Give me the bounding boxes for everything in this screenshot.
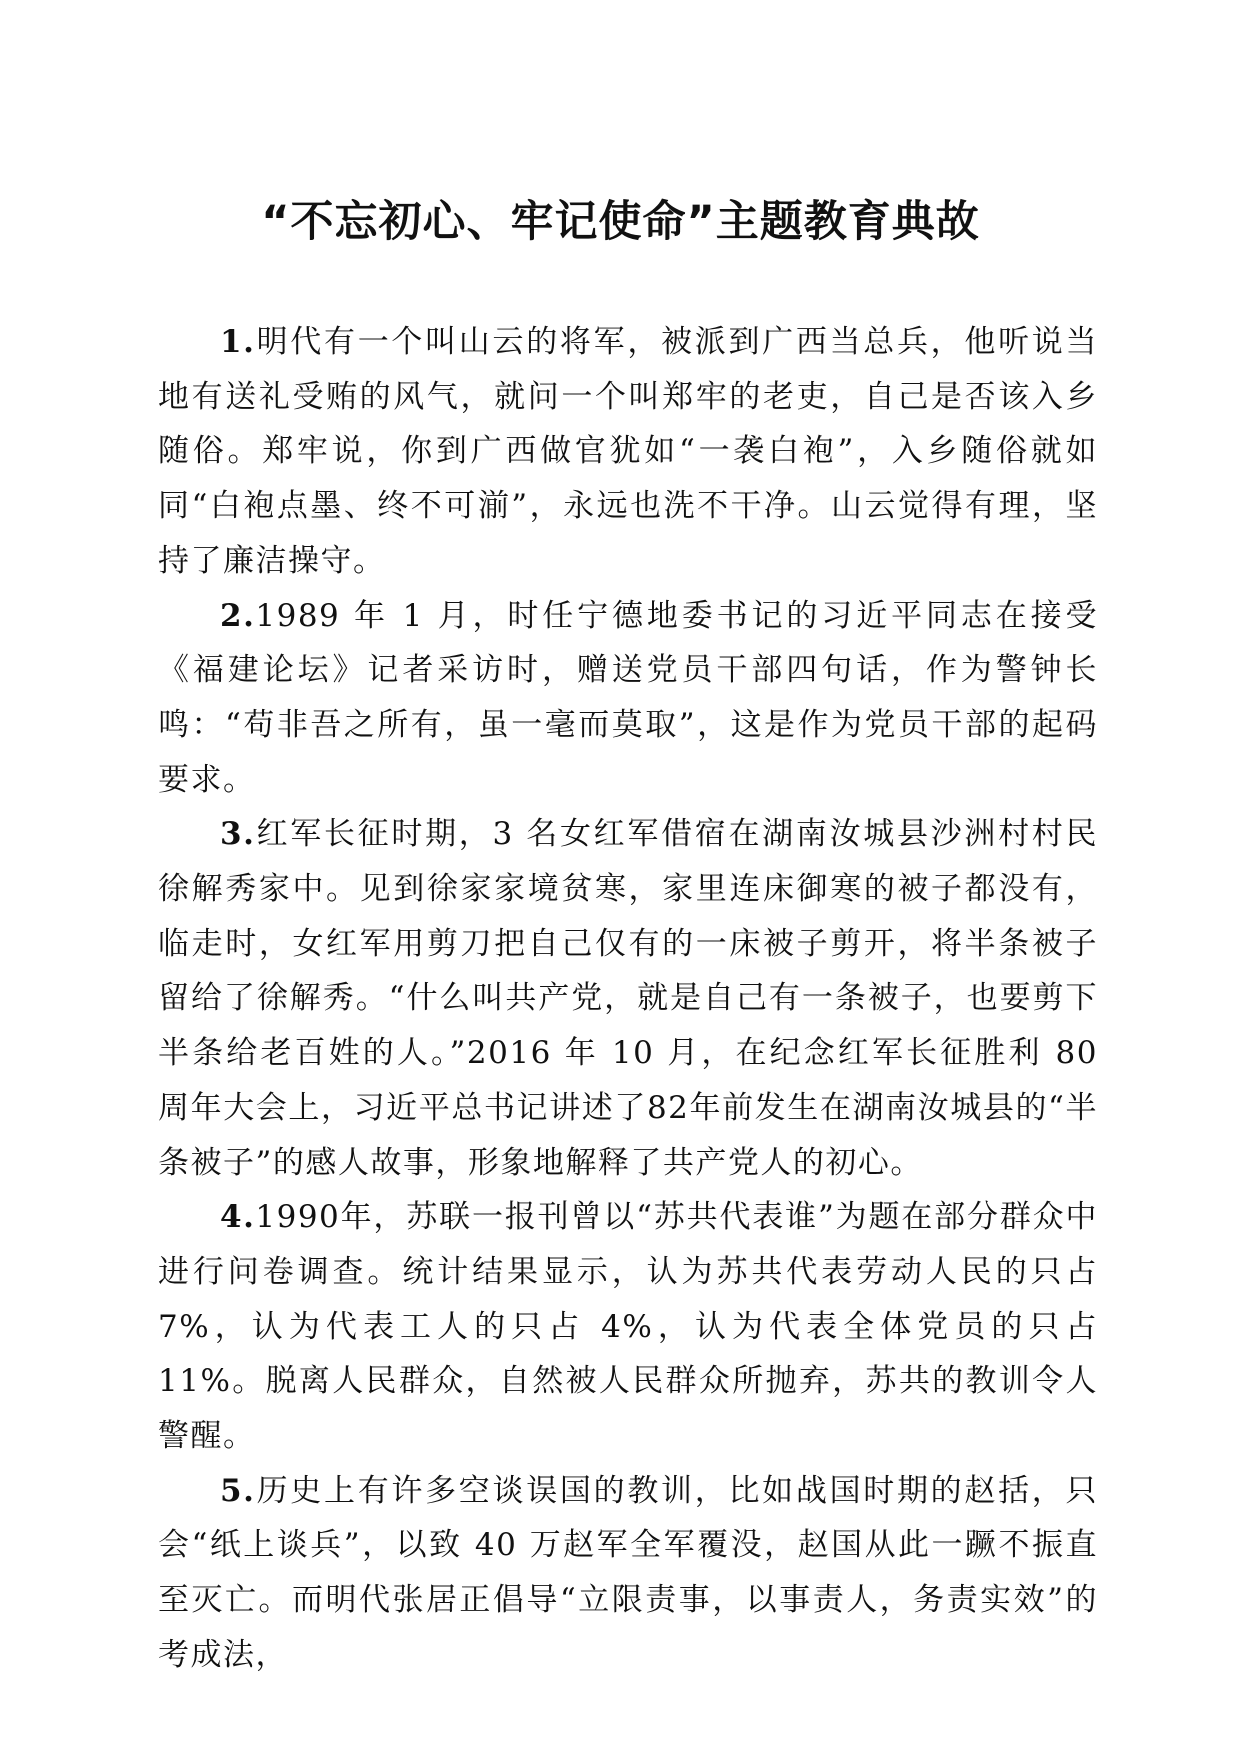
paragraph-2 bbox=[158, 589, 1098, 808]
paragraph-text: 红军长征时期，3 名女红军借宿在湖南汝城县沙洲村村民徐解秀家中。见到徐家家境贫寒，家里连床御寒的被子都没有，临走时，女红军用剪刀把自己仅有的一床被子剪开，将半条被子留给了徐解秀。“什么叫共产党，就是自己有一条被子，也要剪下半条给老百姓的人。”2016 年 10 月，在纪念红军长征胜利 80 周年大会上，习近平总书记讲述了82年前发生在湖南汝城县的“半条被子”的感人故事，形象地解释了共产党人的初心。 bbox=[158, 816, 1098, 1181]
document-title: “不忘初心、牢记使命”主题教育典故 bbox=[261, 197, 980, 247]
paragraph-text: 历史上有许多空谈误国的教训，比如战国时期的赵括，只会“纸上谈兵”，以致 40 万赵军全军覆没，赵国从此一蹶不振直至灭亡。而明代张居正倡导“立限责事，以事责人，务责实效”的考成法， bbox=[158, 1472, 1098, 1673]
paragraph-number: 4. bbox=[220, 1199, 256, 1236]
document-body bbox=[158, 315, 1098, 1683]
paragraph-number: 2. bbox=[220, 597, 256, 634]
paragraph-text: 1990年，苏联一报刊曾以“苏共代表谁”为题在部分群众中进行问卷调查。统计结果显示，认为苏共代表劳动人民的只占 7%，认为代表工人的只占 4%，认为代表全体党员的只占 11%。脱离人民群众，自然被人民群众所抛弃，苏共的教训令人警醒。 bbox=[158, 1199, 1098, 1455]
paragraph-1 bbox=[158, 315, 1098, 589]
paragraph-3 bbox=[158, 807, 1098, 1190]
paragraph-number: 3. bbox=[220, 816, 256, 853]
paragraph-number: 5. bbox=[220, 1472, 256, 1509]
paragraph-4 bbox=[158, 1190, 1098, 1464]
paragraph-text: 明代有一个叫山云的将军，被派到广西当总兵，他听说当地有送礼受贿的风气，就问一个叫郑牢的老吏，自己是否该入乡随俗。郑牢说，你到广西做官犹如“一袭白袍”，入乡随俗就如同“白袍点墨、终不可湔”，永远也洗不干净。山云觉得有理，坚持了廉洁操守。 bbox=[158, 324, 1098, 579]
paragraph-5 bbox=[158, 1464, 1098, 1683]
paragraph-text: 1989 年 1 月，时任宁德地委书记的习近平同志在接受《福建论坛》记者采访时，赠送党员干部四句话，作为警钟长鸣：“苟非吾之所有，虽一毫而莫取”，这是作为党员干部的起码要求。 bbox=[158, 597, 1098, 798]
paragraph-number: 1. bbox=[220, 324, 256, 360]
